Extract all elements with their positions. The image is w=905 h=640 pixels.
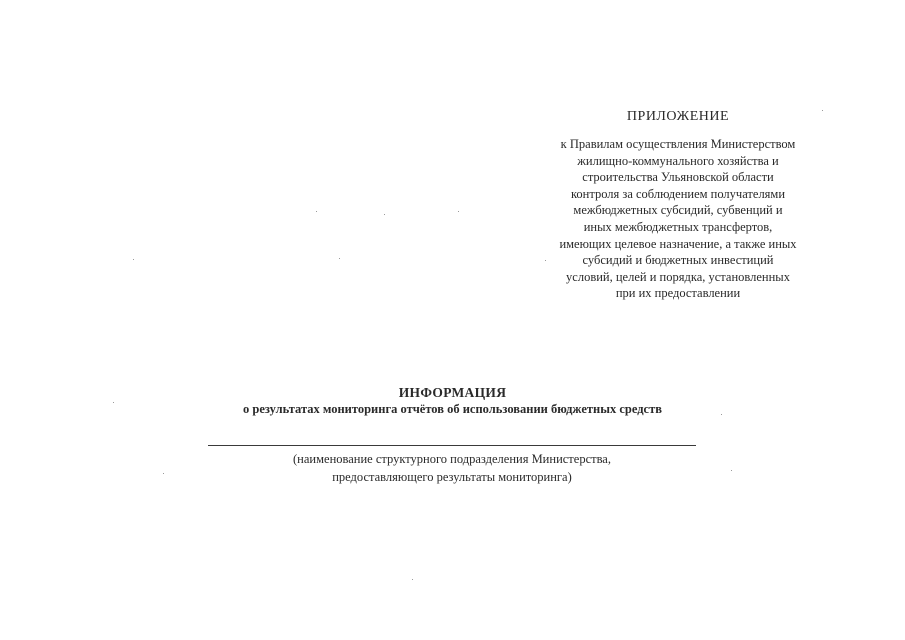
scan-speck [731,470,732,471]
appendix-header [528,108,828,302]
caption-line: (наименование структурного подразделения Министерства, [293,452,611,466]
caption-line: предоставляющего результаты мониторинга) [332,470,572,484]
scan-speck [384,214,385,215]
scan-speck [339,258,340,259]
appendix-line: к Правилам осуществления Министерством [560,137,796,151]
scan-speck [163,473,164,474]
appendix-line: при их предоставлении [615,286,741,301]
scan-speck [458,211,459,212]
scan-speck [133,259,134,260]
fill-in-line [208,445,696,446]
appendix-text [528,136,828,302]
appendix-line: строительства Ульяновской области [582,170,774,185]
appendix-line: контроля за соблюдением получателями [570,186,786,201]
appendix-line: условий, целей и порядка, установленных [566,269,790,284]
scan-speck [412,579,413,580]
appendix-line: субсидий и бюджетных инвестиций [582,253,774,268]
appendix-line: имеющих целевое назначение, а также иных [559,236,797,251]
scan-speck [316,211,317,212]
appendix-title: ПРИЛОЖЕНИЕ [626,109,730,124]
appendix-line: жилищно-коммунального хозяйства и [577,153,779,168]
scan-speck [545,260,546,261]
scan-speck [822,110,823,111]
scan-speck [113,402,114,403]
fill-in-caption [210,450,694,486]
info-heading [150,384,755,418]
info-subtitle: о результатах мониторинга отчётов об использовании бюджетных средств [243,402,662,416]
scan-speck [721,414,722,415]
appendix-line: иных межбюджетных трансфертов, [583,219,773,234]
info-title: ИНФОРМАЦИЯ [398,385,507,400]
appendix-line: межбюджетных субсидий, субвенций и [573,203,783,218]
